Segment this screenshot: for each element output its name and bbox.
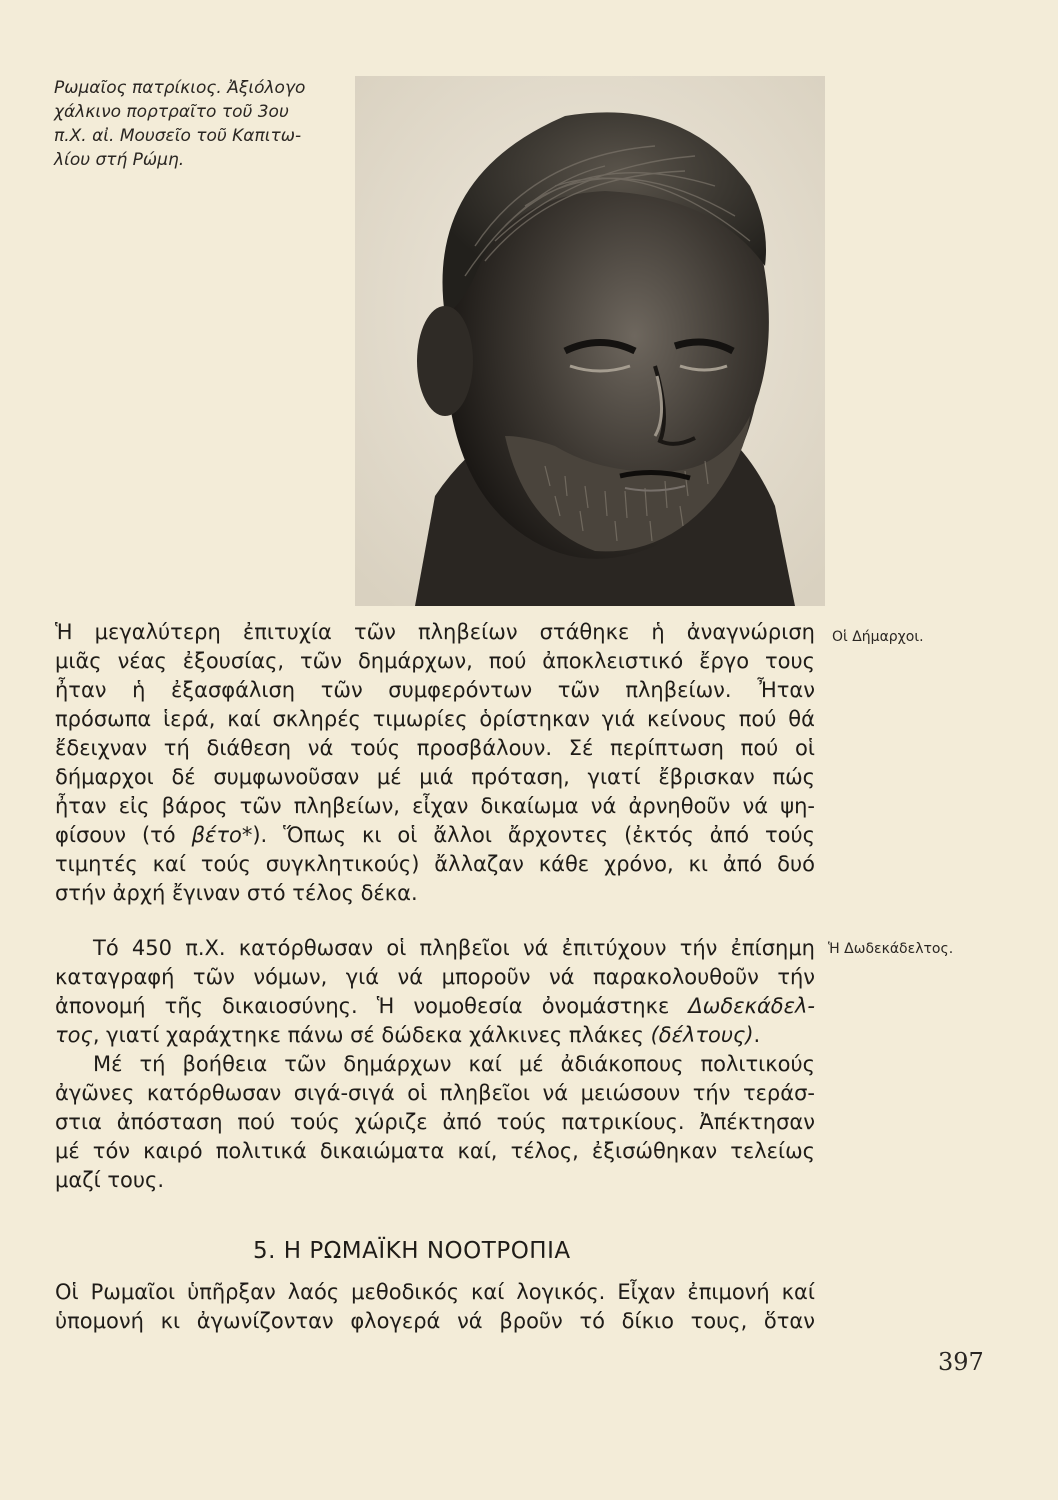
text-line: Τό 450 π.Χ. κατόρθωσαν οἱ πληβεῖοι νά ἐπιτύχουν τήν ἐπίσημη [93, 936, 815, 960]
caption-line: λίου στή Ρώμη. [54, 150, 185, 170]
text-line [55, 1021, 815, 1050]
text-fragment: . [753, 1023, 761, 1047]
text-line: ἔδειχναν τή διάθεση νά τούς προσβάλουν. Σέ περίπτωση πού οἱ [55, 736, 815, 760]
term-deltous: (δέλτους) [650, 1023, 754, 1047]
text-line: ὑπομονή κι ἀγωνίζονταν φλογερά νά βροῦν τό δίκιο τους, ὅταν [55, 1309, 815, 1333]
text-fragment: φίσουν (τό [55, 823, 192, 847]
paragraph-tribunes [55, 618, 815, 908]
term-dodekadeltos: Δωδεκάδελ- [688, 994, 815, 1018]
caption-line: χάλκινο πορτραῖτο τοῦ 3ου [54, 102, 289, 122]
text-fragment: ). Ὅπως κι οἱ ἄλλοι ἄρχοντες (ἐκτός ἀπό τούς [252, 823, 815, 847]
text-line: ἦταν ἡ ἐξασφάλιση τῶν συμφερόντων τῶν πληβείων. Ἦταν [55, 678, 815, 702]
text-line: μέ τόν καιρό πολιτικά δικαιώματα καί, τέλος, ἐξισώθηκαν τελείως [55, 1139, 815, 1163]
text-line: ἀγῶνες κατόρθωσαν σιγά-σιγά οἱ πληβεῖοι νά μειώσουν τήν τεράσ- [55, 1081, 815, 1105]
bronze-portrait-photo [355, 76, 825, 606]
text-line: Ἡ μεγαλύτερη ἐπιτυχία τῶν πληβείων στάθηκε ἡ ἀναγνώριση [55, 620, 815, 644]
photo-caption [54, 76, 344, 172]
text-line: Μέ τή βοήθεια τῶν δημάρχων καί μέ ἀδιάκοπους πολιτικούς [93, 1052, 815, 1076]
caption-line: π.Χ. αἰ. Μουσεῖο τοῦ Καπιτω- [54, 126, 302, 146]
margin-note-twelve-tables: Ἡ Δωδεκάδελτος. [828, 941, 954, 957]
paragraph-twelve-tables [55, 934, 815, 1050]
text-line: ἦταν εἰς βάρος τῶν πληβείων, εἶχαν δικαίωμα νά ἀρνηθοῦν νά ψη- [55, 794, 815, 818]
text-line: Οἱ Ρωμαῖοι ὑπῆρξαν λαός μεθοδικός καί λογικός. Εἶχαν ἐπιμονή καί [55, 1280, 815, 1304]
term-dodekadeltos-end: τος [55, 1023, 93, 1047]
text-line: στια ἀπόσταση πού τούς χώριζε ἀπό τούς πατρικίους. Ἀπέκτησαν [55, 1110, 815, 1134]
text-line: δήμαρχοι δέ συμφωνοῦσαν μέ μιά πρόταση, γιατί ἔβρισκαν πώς [55, 765, 815, 789]
caption-line: Ρωμαῖος πατρίκιος. Ἀξιόλογο [54, 78, 306, 98]
section-heading: 5. Η ΡΩΜΑΪΚΗ ΝΟΟΤΡΟΠΙΑ [253, 1238, 571, 1264]
text-line: πρόσωπα ἱερά, καί σκληρές τιμωρίες ὁρίστηκαν γιά κείνους πού θά [55, 707, 815, 731]
text-line: καταγραφή τῶν νόμων, γιά νά μποροῦν νά παρακολουθοῦν τήν [55, 965, 815, 989]
text-line: στήν ἀρχή ἔγιναν στό τέλος δέκα. [55, 881, 418, 905]
text-fragment: , γιατί χαράχτηκε πάνω σέ δώδεκα χάλκινες πλάκες [92, 1023, 651, 1047]
paragraph-roman-mentality [55, 1278, 815, 1336]
text-fragment: ἀπονομή τῆς δικαιοσύνης. Ἡ νομοθεσία ὀνομάστηκε [55, 994, 689, 1018]
margin-note-tribunes: Οἱ Δήμαρχοι. [832, 629, 924, 645]
term-veto: βέτο* [191, 823, 253, 847]
text-line: μαζί τους. [55, 1168, 165, 1192]
page-number: 397 [938, 1348, 984, 1376]
paragraph-equality [55, 1050, 815, 1195]
text-line [55, 992, 815, 1021]
text-line [55, 821, 815, 850]
portrait-illustration [355, 76, 825, 606]
text-line: τιμητές καί τούς συγκλητικούς) ἄλλαζαν κάθε χρόνο, κι ἀπό δυό [55, 852, 815, 876]
text-line: μιᾶς νέας ἐξουσίας, τῶν δημάρχων, πού ἀποκλειστικό ἔργο τους [55, 649, 815, 673]
